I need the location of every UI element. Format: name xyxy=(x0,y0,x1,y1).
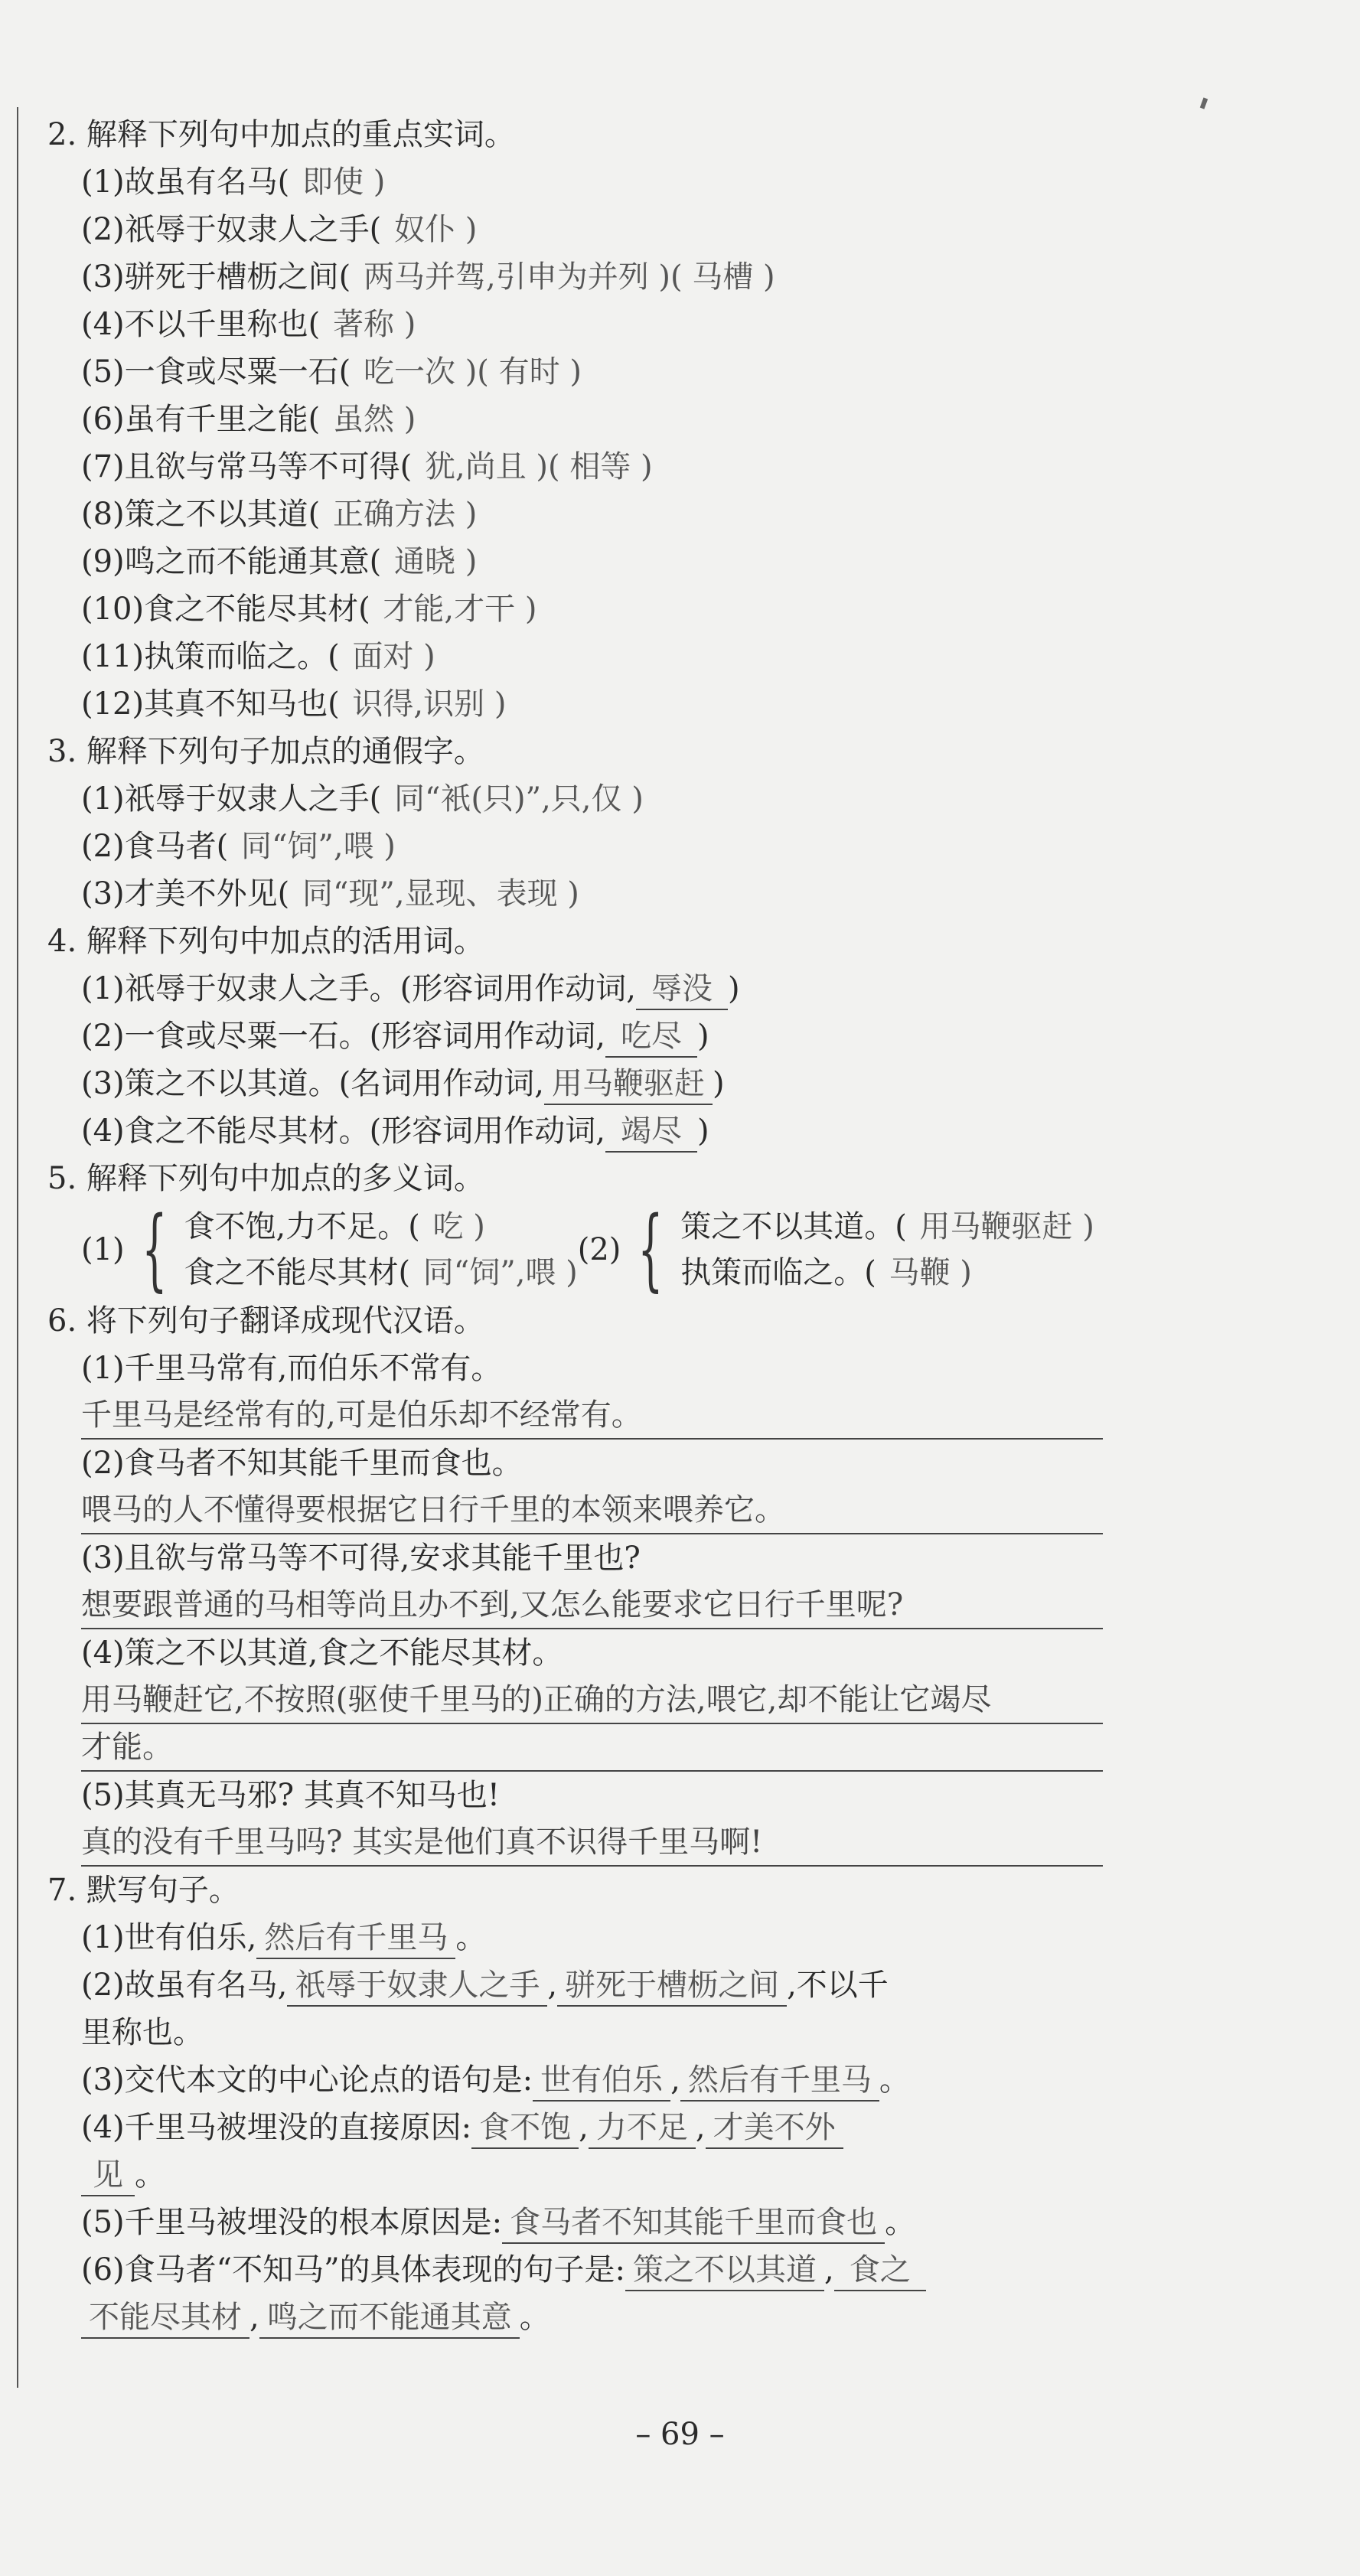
q2-item-5: (5)一食或尽粟一石( 吃一次 )( 有时 ) xyxy=(81,354,582,390)
q7-item-4-cont: 见 。 xyxy=(81,2151,1073,2199)
q5-g1-b: 食之不能尽其材( 同“饲”,喂 ) xyxy=(184,1255,578,1290)
q4-item-2: (2)一食或尽粟一石。(形容词用作动词, 吃尽 ) xyxy=(81,1012,1073,1060)
q4-blank-2: 吃尽 xyxy=(605,1016,697,1058)
q6-question-2: (2)食马者不知其能千里而食也。 xyxy=(81,1446,523,1481)
q4-item-4: (4)食之不能尽其材。(形容词用作动词, 竭尽 ) xyxy=(81,1107,1073,1155)
q2-item-4: (4)不以千里称也( 著称 ) xyxy=(81,307,416,342)
q7-item-5: (5)千里马被埋没的根本原因是: 食马者不知其能千里而食也 。 xyxy=(81,2199,1073,2246)
q6-question-1: (1)千里马常有,而伯乐不常有。 xyxy=(81,1351,502,1386)
q6-question-5: (5)其真无马邪? 其真不知马也! xyxy=(81,1778,500,1813)
q7-title: 7. 默写句子。 xyxy=(47,1873,240,1908)
q5-g2-b: 执策而临之。( 马鞭 ) xyxy=(680,1255,972,1290)
q6-answer-4-line-1: 用马鞭赶它,不按照(驱使千里马的)正确的方法,喂它,却不能让它竭尽 xyxy=(81,1677,1103,1724)
q5-g2-a: 策之不以其道。( 用马鞭驱赶 ) xyxy=(680,1209,1094,1244)
q3-item-3: (3)才美不外见( 同“现”,显现、表现 ) xyxy=(81,876,579,911)
q2-item-1: (1)故虽有名马( 即使 ) xyxy=(81,165,386,200)
q6-question-4: (4)策之不以其道,食之不能尽其材。 xyxy=(81,1635,563,1671)
q6-title: 6. 将下列句子翻译成现代汉语。 xyxy=(47,1303,484,1339)
q2-item-12: (12)其真不知马也( 识得,识别 ) xyxy=(81,686,507,722)
q7-item-6: (6)食马者“不知马”的具体表现的句子是: 策之不以其道 , 食之 xyxy=(81,2246,1073,2294)
q5-g1-a: 食不饱,力不足。( 吃 ) xyxy=(184,1209,485,1244)
q2-item-2: (2)祇辱于奴隶人之手( 奴仆 ) xyxy=(81,212,478,247)
q6-answer-5: 真的没有千里马吗? 其实是他们真不识得千里马啊! xyxy=(81,1819,1103,1867)
q4-blank-4: 竭尽 xyxy=(605,1111,697,1153)
q6-answer-2: 喂马的人不懂得要根据它日行千里的本领来喂养它。 xyxy=(81,1487,1103,1534)
brace-icon: { xyxy=(638,1198,664,1301)
q7-item-2-cont: 里称也。 xyxy=(81,2015,204,2050)
q7-item-3: (3)交代本文的中心论点的语句是: 世有伯乐 , 然后有千里马 。 xyxy=(81,2056,1073,2104)
q7-item-4: (4)千里马被埋没的直接原因: 食不饱 , 力不足 , 才美不外 xyxy=(81,2104,1073,2151)
exercise-content xyxy=(47,111,1094,2341)
q6-answer-4-line-2: 才能。 xyxy=(81,1724,1103,1772)
q6-answer-3: 想要跟普通的马相等尚且办不到,又怎么能要求它日行千里呢? xyxy=(81,1582,1103,1629)
q4-item-1: (1)祇辱于奴隶人之手。(形容词用作动词, 辱没 ) xyxy=(81,965,1073,1012)
q4-blank-1: 辱没 xyxy=(636,969,728,1010)
q4-item-3: (3)策之不以其道。(名词用作动词, 用马鞭驱赶 ) xyxy=(81,1060,1073,1107)
q2-item-6: (6)虽有千里之能( 虽然 ) xyxy=(81,402,416,437)
q2-item-10: (10)食之不能尽其材( 才能,才干 ) xyxy=(81,592,537,627)
q3-item-2: (2)食马者( 同“饲”,喂 ) xyxy=(81,829,396,864)
q7-item-1: (1)世有伯乐, 然后有千里马 。 xyxy=(81,1914,1073,1961)
brace-icon: { xyxy=(141,1198,168,1301)
q6-question-3: (3)且欲与常马等不可得,安求其能千里也? xyxy=(81,1541,641,1576)
q3-item-1: (1)祇辱于奴隶人之手( 同“衹(只)”,只,仅 ) xyxy=(81,781,644,817)
q6-answer-1: 千里马是经常有的,可是伯乐却不经常有。 xyxy=(81,1392,1103,1440)
q2-item-3: (3)骈死于槽枥之间( 两马并驾,引申为并列 )( 马槽 ) xyxy=(81,259,775,295)
q2-item-7: (7)且欲与常马等不可得( 犹,尚且 )( 相等 ) xyxy=(81,449,653,484)
margin-line xyxy=(17,107,18,2388)
q5-title: 5. 解释下列句中加点的多义词。 xyxy=(47,1161,484,1196)
scan-mark xyxy=(1200,97,1208,109)
q7-item-2: (2)故虽有名马, 祇辱于奴隶人之手 , 骈死于槽枥之间 ,不以千 xyxy=(81,1961,1073,2009)
q2-item-11: (11)执策而临之。( 面对 ) xyxy=(81,639,435,674)
q3-title: 3. 解释下列句子加点的通假字。 xyxy=(47,734,484,769)
q5-polysemy-groups: (1) { 食不饱,力不足。( 吃 ) 食之不能尽其材( 同“饲”,喂 ) (2) { 策之不以其道。( 用马鞭驱赶 ) 执策而临之。( 马鞭 ) xyxy=(81,1198,1094,1301)
q2-item-8: (8)策之不以其道( 正确方法 ) xyxy=(81,497,478,532)
q4-title: 4. 解释下列句中加点的活用词。 xyxy=(47,924,484,959)
q7-item-6-cont: 不能尽其材 , 鸣之而不能通其意 。 xyxy=(81,2294,1073,2341)
q2-item-9: (9)鸣之而不能通其意( 通晓 ) xyxy=(81,544,478,579)
q2-title: 2. 解释下列句中加点的重点实词。 xyxy=(47,117,515,152)
page-number: – 69 – xyxy=(635,2417,725,2452)
q4-blank-3: 用马鞭驱赶 xyxy=(544,1064,713,1105)
